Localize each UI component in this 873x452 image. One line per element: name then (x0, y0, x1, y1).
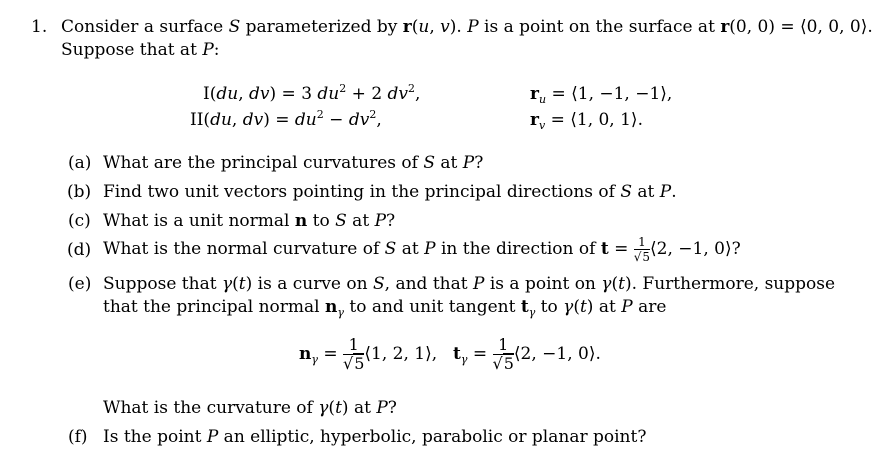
t-gamma-vector: $t_\gamma$ = $\frac{1}{√5}$ ⟨2, −1, 0⟩. (453, 335, 601, 373)
part-e-text-line-2: that the principal normal $n_\gamma$ to and unit tangent $t_\gamma$ to γ(t) at P are (103, 297, 667, 319)
part-c-label: (c) (68, 211, 91, 231)
part-b-text: Find two unit vectors pointing in the principal directions of S at P. (103, 182, 677, 202)
part-e-label: (e) (68, 274, 92, 294)
second-fundamental-form: II(du, $dv) = du^2 - dv^2$, (190, 108, 382, 130)
part-e-followup: What is the curvature of γ(t) at P? (103, 398, 397, 418)
problem-intro-line-2: Suppose that at P: (61, 40, 220, 60)
part-b-label: (b) (67, 182, 92, 202)
part-a-label: (a) (68, 153, 92, 173)
part-a-text: What are the principal curvatures of S at P? (103, 153, 484, 173)
part-c-text: What is a unit normal n to S at P? (103, 211, 396, 231)
part-d-label: (d) (67, 240, 92, 260)
problem-intro-line-1: Consider a surface S parameterized by r(u, v). P is a point on the surface at r(0, 0) = ⟨0, 0, 0⟩. (61, 17, 873, 37)
first-fundamental-form: I(du, dv) = 3 $du^2 + 2$ $dv^2$, (203, 82, 421, 104)
part-f-label: (f) (68, 427, 88, 447)
part-d-text: What is the normal curvature of S at P in the direction of t = $\frac{1}{√5}$ ⟨2, −1, 0⟩? (103, 235, 741, 264)
part-e-text-line-1: Suppose that γ(t) is a curve on S, and that P is a point on γ(t). Furthermore, suppose (103, 274, 836, 294)
part-f-text: Is the point P an elliptic, hyperbolic, parabolic or planar point? (103, 427, 647, 447)
r-v-vector: $r_v$ = ⟨1, 0, 1⟩. (530, 110, 643, 132)
r-u-vector: $r_u$ = ⟨1, −1, −1⟩, (530, 84, 673, 106)
n-gamma-vector: $n_\gamma$ = $\frac{1}{√5}$ ⟨1, 2, 1⟩, (299, 335, 438, 373)
problem-number: 1. (31, 17, 48, 37)
